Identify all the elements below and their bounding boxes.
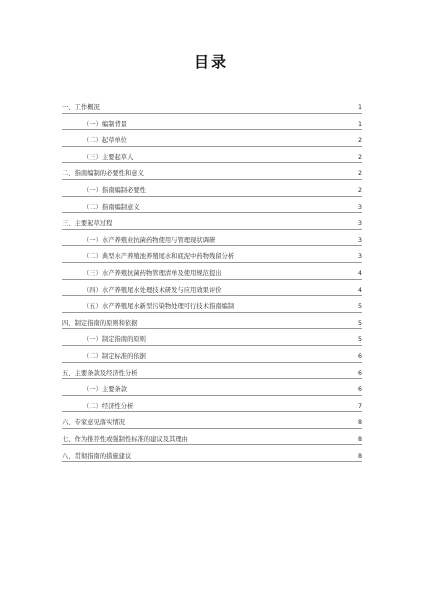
toc-entry[interactable]	[62, 329, 362, 346]
toc-entry-label: （一）主要条款	[83, 386, 128, 394]
toc-entry[interactable]	[62, 163, 362, 180]
toc-entry-label: 五、主要条款及经济性分析	[62, 369, 138, 377]
toc-entry-page-number: 8	[357, 435, 362, 443]
toc-entry-page-number: 2	[357, 137, 362, 145]
toc-entry-page-number: 5	[357, 336, 362, 344]
toc-entry-label: 一、工作概况	[62, 104, 100, 112]
toc-entry-label: （一）水产养殖业抗菌药物使用与管理现状调研	[83, 236, 216, 244]
toc-entry[interactable]	[62, 147, 362, 164]
toc-entry-page-number: 8	[357, 452, 362, 460]
toc-entry[interactable]	[62, 363, 362, 380]
toc-entry-label: （二）起草单位	[83, 137, 128, 145]
toc-entry-label: 二、指南编制的必要性和意义	[62, 170, 144, 178]
toc-entry[interactable]	[62, 263, 362, 280]
toc-entry[interactable]	[62, 412, 362, 429]
toc-entry[interactable]	[62, 379, 362, 396]
toc-entry-page-number: 4	[357, 270, 362, 278]
toc-entry[interactable]	[62, 396, 362, 413]
toc-entry-page-number: 2	[357, 153, 362, 161]
toc-entry[interactable]	[62, 97, 362, 114]
page-title: 目录	[193, 53, 228, 71]
toc-entry[interactable]	[62, 346, 362, 363]
toc-entry-page-number: 8	[357, 419, 362, 427]
toc-entry-page-number: 3	[357, 253, 362, 261]
toc-entry-label: （一）指南编制必要性	[83, 187, 146, 195]
toc-entry[interactable]	[62, 180, 362, 197]
toc-entry[interactable]	[62, 280, 362, 297]
toc-entry[interactable]	[62, 429, 362, 446]
toc-entry-label: （三）水产养殖抗菌药物管理清单及使用规范提出	[83, 270, 222, 278]
toc-entry-page-number: 6	[357, 369, 362, 377]
toc-entry-label: 七、作为推荐性或强制性标准的建议及其理由	[62, 435, 188, 443]
toc-entry[interactable]	[62, 114, 362, 131]
toc-entry-label: 三、主要起草过程	[62, 220, 113, 228]
toc-entry-label: 六、专家意见落实情况	[62, 419, 125, 427]
toc-entry-label: （二）经济性分析	[83, 402, 134, 410]
toc-entry-label: （二）指南编制意义	[83, 203, 140, 211]
toc-entry-label: （三）主要起草人	[83, 153, 134, 161]
toc-entry[interactable]	[62, 313, 362, 330]
toc-entry-page-number: 6	[357, 386, 362, 394]
toc-entry-page-number: 7	[357, 402, 362, 410]
toc-entry-label: 四、制定指南的原则和依据	[62, 319, 138, 327]
toc-entry-page-number: 1	[357, 120, 362, 128]
toc-entry-page-number: 3	[357, 236, 362, 244]
toc-entry[interactable]	[62, 296, 362, 313]
table-of-contents	[62, 97, 362, 462]
toc-entry[interactable]	[62, 130, 362, 147]
toc-entry-label: （一）制定指南的原则	[83, 336, 146, 344]
toc-entry[interactable]	[62, 197, 362, 214]
toc-entry-label: （五）水产养殖尾水新型污染物处理可行技术指南编制	[83, 303, 235, 311]
toc-entry-page-number: 6	[357, 353, 362, 360]
toc-entry-page-number: 5	[357, 303, 362, 311]
toc-entry-label: （一）编制背景	[83, 120, 128, 128]
toc-entry-label: 八、贯彻指南的措施建议	[62, 452, 132, 460]
toc-entry[interactable]	[62, 213, 362, 230]
toc-entry[interactable]	[62, 246, 362, 263]
toc-entry-page-number: 3	[357, 203, 362, 211]
toc-entry[interactable]	[62, 230, 362, 247]
toc-entry[interactable]	[62, 445, 362, 462]
toc-entry-page-number: 4	[357, 286, 362, 294]
toc-entry-page-number: 2	[357, 187, 362, 195]
toc-entry-page-number: 5	[357, 319, 362, 327]
toc-entry-label: （二）制定标准的依据	[83, 353, 146, 360]
toc-entry-label: （四）水产养殖尾水处理技术研发与应用效果评价	[83, 286, 222, 294]
toc-entry-page-number: 3	[357, 220, 362, 228]
toc-entry-page-number: 2	[357, 170, 362, 178]
toc-entry-page-number: 1	[357, 104, 362, 112]
toc-entry-label: （二）典型水产养殖池养殖尾水和底泥中药物残留分析	[83, 253, 235, 261]
